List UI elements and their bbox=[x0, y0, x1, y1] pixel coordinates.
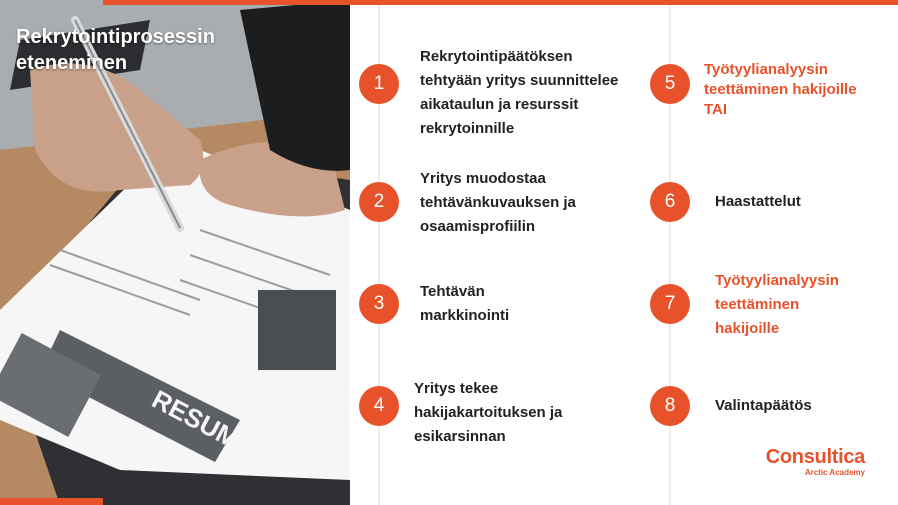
step-text-6: Haastattelut bbox=[715, 193, 801, 210]
step-number-2: 2 bbox=[359, 182, 399, 222]
logo-subtitle: Arctic Academy bbox=[804, 468, 865, 477]
step-text-5: Työtyylianalyysin teettäminen hakijoille TAI bbox=[704, 61, 857, 118]
bottom-accent-bar bbox=[0, 498, 103, 505]
step-number-8: 8 bbox=[650, 386, 690, 426]
logo-name: Consultica bbox=[765, 446, 865, 468]
resume-label: RESUME bbox=[147, 383, 260, 463]
step-text-8: Valintapäätös bbox=[715, 397, 812, 414]
step-number-6: 6 bbox=[650, 182, 690, 222]
hero-photo bbox=[0, 0, 350, 505]
consultica-logo bbox=[757, 446, 865, 477]
step-text-3: Tehtävän markkinointi bbox=[420, 283, 510, 324]
step-number-1: 1 bbox=[359, 64, 399, 104]
step-text-2: Yritys muodostaa tehtävänkuvauksen ja osaamisprofiilin bbox=[420, 170, 576, 235]
page-title: Rekrytointiprosessin eteneminen bbox=[16, 26, 215, 74]
step-text-4: Yritys tekee hakijakartoituksen ja esikarsinnan bbox=[414, 380, 563, 445]
step-number-4: 4 bbox=[359, 386, 399, 426]
step-number-7: 7 bbox=[650, 284, 690, 324]
step-text-7: Työtyylianalyysin teettäminen hakijoille bbox=[715, 272, 839, 337]
step-number-3: 3 bbox=[359, 284, 399, 324]
step-text-1: Rekrytointipäätöksen tehtyään yritys suunnittelee aikataulun ja resurssit rekrytoinnille bbox=[420, 48, 619, 137]
step-number-5: 5 bbox=[650, 64, 690, 104]
top-accent-bar bbox=[103, 0, 898, 5]
